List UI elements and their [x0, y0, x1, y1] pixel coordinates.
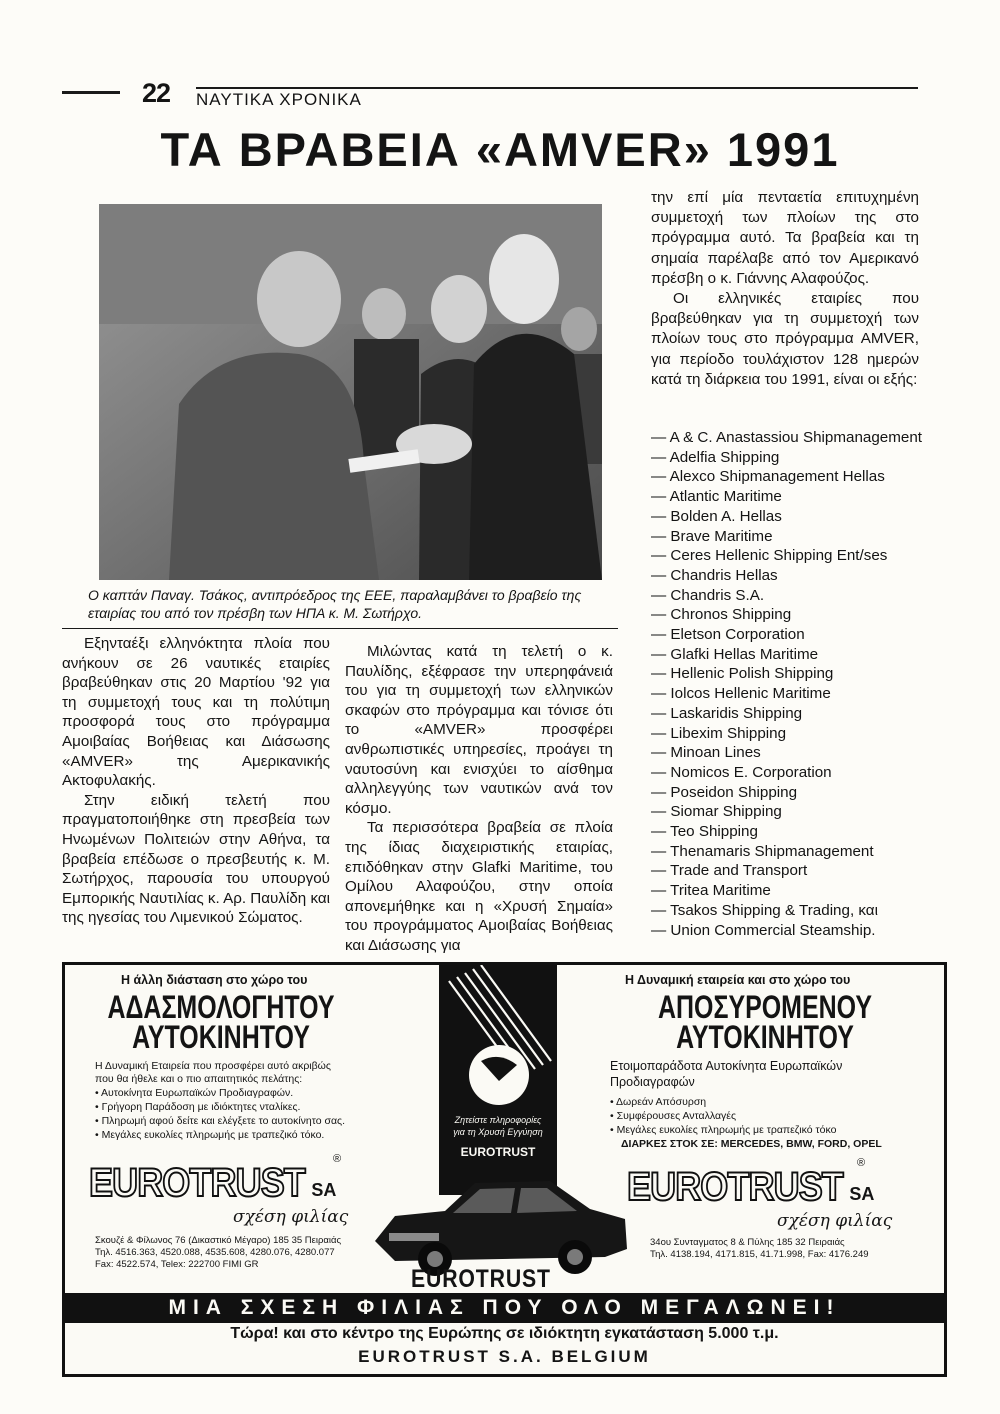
ad-left-slogan: σχέση φιλίας: [233, 1207, 349, 1227]
list-item: — Union Commercial Steamship.: [651, 921, 876, 939]
list-item: — Glafki Hellas Maritime: [651, 645, 819, 663]
ad-left-address: Τηλ. 4516.363, 4520.088, 4535.608, 4280.076, 4280.077: [95, 1247, 335, 1258]
paragraph: Οι ελληνικές εταιρίες που βραβεύθηκαν για τη συμμετοχή των πλοίων τους στο πρόγραμμα AMVER, για περίοδο τουλάχιστον 128 ημερών κατά τη διάρκεια του 1991, είναι οι εξής:: [651, 290, 919, 388]
ad-center-info-1: Ζητείστε πληροφορίες: [454, 1115, 542, 1125]
ad-right-slogan: σχέση φιλίας: [777, 1211, 893, 1231]
ad-left-tagline: Η άλλη διάσταση στο χώρο του: [121, 973, 308, 987]
ad-center-brand: EUROTRUST: [460, 1145, 536, 1159]
list-item: — Alexco Shipmanagement Hellas: [651, 468, 885, 486]
eurotrust-logo-text: EUROTRUST: [89, 1161, 305, 1205]
ad-left-headline-2: ΑΥΤΟΚΙΝΗΤΟΥ: [132, 1019, 310, 1055]
ad-left-logo: [89, 1161, 358, 1206]
award-photo-illustration: [99, 204, 602, 580]
article-column-3: [651, 188, 919, 390]
list-item: — Bolden A. Hellas: [651, 507, 782, 525]
ad-left-headline-1: ΑΔΑΣΜΟΛΟΓΗΤΟΥ: [107, 989, 335, 1025]
eurotrust-logo-suffix: SA: [311, 1180, 337, 1200]
car-illustration: [365, 1161, 635, 1281]
ad-left-feature: • Γρήγορη Παράδοση με ιδιόκτητες νταλίκες.: [95, 1101, 301, 1113]
ad-left-address: Fax: 4522.574, Telex: 222700 FIMI GR: [95, 1259, 259, 1270]
award-photo: [99, 204, 602, 580]
ad-left-intro-2: που θα ήθελε και ο πιο απαιτητικός πελάτης:: [95, 1073, 303, 1085]
list-item: — Adelfia Shipping: [651, 448, 780, 466]
ad-right-headline-1: ΑΠΟΣΥΡΟΜΕΝΟΥ: [658, 989, 872, 1025]
ad-center-bottom-brand: EUROTRUST: [411, 1265, 551, 1293]
paragraph: Στην ειδική τελετή που πραγματοποιήθηκε στη πρεσβεία των Ηνωμένων Πολιτειών στην Αθήνα, τα βραβεία επέδωσε ο πρεσβευτής κ. Μ. Σωτήρχος, παρουσία του υπουργού Εμπορικής Ναυτιλίας κ. Αρ. Παυλίδη και της ηγεσίας του Λιμενικού Σώματος.: [62, 791, 331, 927]
list-item: — Tsakos Shipping & Trading, και: [651, 901, 878, 919]
eurotrust-emblem-icon: [439, 965, 557, 1115]
photo-caption: Ο καπτάν Παναγ. Τσάκος, αντιπρόεδρος της ΕΕΕ, παραλαμβάνει το βραβείο της εταιρίας του από τον πρέσβη των ΗΠΑ κ. Μ. Σωτήρχο.: [88, 587, 582, 621]
list-item: — Eletson Corporation: [651, 626, 805, 644]
paragraph: Εξηνταέξι ελληνόκτητα πλοία που ανήκουν σε 26 ναυτικές εταιρίες βραβεύθηκαν στις 20 Μαρτίου '92 για τη συμμετοχή τους και τη πολύτιμη προσφορά τους στο πρόγραμμα Αμοιβαίας Βοήθειας και Διάσωσης «AMVER» της Αμερικανικής Ακτοφυλακής.: [62, 635, 330, 790]
registered-mark: ®: [333, 1153, 342, 1165]
ad-left-feature: • Πληρωμή αφού δείτε και ελέγξετε το αυτοκίνητο σας.: [95, 1115, 346, 1127]
list-item: — Poseidon Shipping: [651, 783, 798, 801]
banner-line-3: EUROTRUST S.A. BELGIUM: [358, 1347, 651, 1366]
eurotrust-advertisement: [62, 962, 947, 1377]
article-title: ΤΑ ΒΡΑΒΕΙΑ «AMVER» 1991: [160, 123, 840, 176]
article-column-1: [62, 634, 330, 928]
list-item: — Minoan Lines: [651, 744, 761, 762]
ad-right-logo: [627, 1165, 896, 1210]
list-item: — Libexim Shipping: [651, 724, 787, 742]
list-item: — Teo Shipping: [651, 823, 758, 841]
ad-right-feature: • Μεγάλες ευκολίες πληρωμής με τραπεζικό τόκο: [610, 1124, 837, 1136]
list-item: — Laskaridis Shipping: [651, 704, 803, 722]
awarded-companies-list: [651, 428, 931, 940]
ad-right-feature: • Δωρεάν Απόσυρση: [610, 1096, 707, 1108]
list-item: — Nomicos E. Corporation: [651, 763, 832, 781]
eurotrust-logo-suffix: SA: [849, 1184, 875, 1204]
list-item: — Tritea Maritime: [651, 882, 771, 900]
ad-right-headline-2: ΑΥΤΟΚΙΝΗΤΟΥ: [676, 1019, 854, 1055]
ad-right-subtitle-2: Προδιαγραφών: [610, 1075, 695, 1089]
ad-left-address: Σκουζέ & Φίλωνος 76 (Δικαστικό Μέγαρο) 185 35 Πειραιάς: [95, 1235, 342, 1246]
ad-right-subtitle-1: Ετοιμοπαράδοτα Αυτοκίνητα Ευρωπαϊκών: [610, 1059, 843, 1073]
list-item: — Thenamaris Shipmanagement: [651, 842, 874, 860]
eurotrust-logo-text: EUROTRUST: [627, 1165, 843, 1209]
list-item: — Ceres Hellenic Shipping Ent/ses: [651, 547, 888, 565]
article-column-2: [345, 642, 613, 956]
ad-left-feature: • Μεγάλες ευκολίες πληρωμής με τραπεζικό τόκο.: [95, 1129, 325, 1141]
banner-line-2: Τώρα! και στο κέντρο της Ευρώπης σε ιδιόκτητη εγκατάσταση 5.000 τ.μ.: [230, 1325, 779, 1342]
ad-center-info-2: για τη Χρυσή Εγγύηση: [453, 1127, 543, 1137]
ad-right-address: 34ου Συνταγματος 8 & Πύλης 185 32 Πειραιάς: [650, 1237, 845, 1248]
list-item: — Brave Maritime: [651, 527, 773, 545]
list-item: — Atlantic Maritime: [651, 488, 782, 506]
ad-banner: [65, 1293, 944, 1374]
ad-left-intro-1: Η Δυναμική Εταιρεία που προσφέρει αυτό ακριβώς: [95, 1060, 331, 1072]
list-item: — A & C. Anastassiou Shipmanagement: [651, 429, 922, 446]
list-item: — Trade and Transport: [651, 862, 808, 880]
paragraph: Μιλώντας κατά τη τελετή ο κ. Παυλίδης, εξέφρασε την υπερηφάνειά του για τη συμμετοχή των ελληνικών σκαφών στο πρόγραμμα και τόνισε ότι το «AMVER» προσφέρει ανθρωπιστικές υπηρεσίες, προάγει τη ναυτοσύνη και ενισχύει το αίσθημα αλληλεγγύης των ναυτικών ανά τον κόσμο.: [345, 643, 613, 817]
list-item: — Siomar Shipping: [651, 803, 782, 821]
ad-right-feature: • Συμφέρουσες Ανταλλαγές: [610, 1110, 737, 1122]
caption-rule: [62, 628, 618, 629]
paragraph: την επί μία πενταετία επιτυχημένη συμμετοχή των πλοίων της στο πρόγραμμα αυτό. Τα βραβεία και τη σημαία παρέλαβε από τον Αμερικανό πρέσβη ο κ. Γιάννης Αλαφούζος.: [651, 189, 919, 287]
publication-name: ΝΑΥΤΙΚΑ ΧΡΟΝΙΚΑ: [196, 90, 362, 109]
ad-right-address: Τηλ. 4138.194, 4171.815, 41.71.998, Fax: 4176.249: [650, 1249, 869, 1260]
list-item: — Hellenic Polish Shipping: [651, 665, 834, 683]
list-item: — Chandris S.A.: [651, 586, 765, 604]
list-item: — Iolcos Hellenic Maritime: [651, 685, 831, 703]
header-rule-right: [196, 87, 918, 89]
banner-line-1: ΜΙΑ ΣΧΕΣΗ ΦΙΛΙΑΣ ΠΟΥ ΟΛΟ ΜΕΓΑΛΩΝΕΙ!: [65, 1293, 944, 1323]
list-item: — Chandris Hellas: [651, 566, 778, 584]
header-rule-left: [62, 91, 120, 94]
list-item: — Chronos Shipping: [651, 606, 792, 624]
page-number: 22: [142, 78, 171, 108]
ad-right-stock: ΔΙΑΡΚΕΣ ΣΤΟΚ ΣΕ: MERCEDES, BMW, FORD, OPEL: [621, 1138, 882, 1150]
ad-right-tagline: Η Δυναμική εταιρεία και στο χώρο του: [625, 973, 851, 987]
paragraph: Τα περισσότερα βραβεία σε πλοία της ίδιας διαχειριστικής εταιρίας, επιδόθηκαν στην Glafki Maritime, του Ομίλου Αλαφούζου, στην οποία απονεμήθηκε και η «Χρυσή Σημαία» του προγράμματος Αμοιβαίας Βοήθειας και Διάσωσης για: [345, 819, 613, 954]
ad-left-feature: • Αυτοκίνητα Ευρωπαϊκών Προδιαγραφών.: [95, 1087, 294, 1099]
registered-mark: ®: [857, 1157, 866, 1169]
